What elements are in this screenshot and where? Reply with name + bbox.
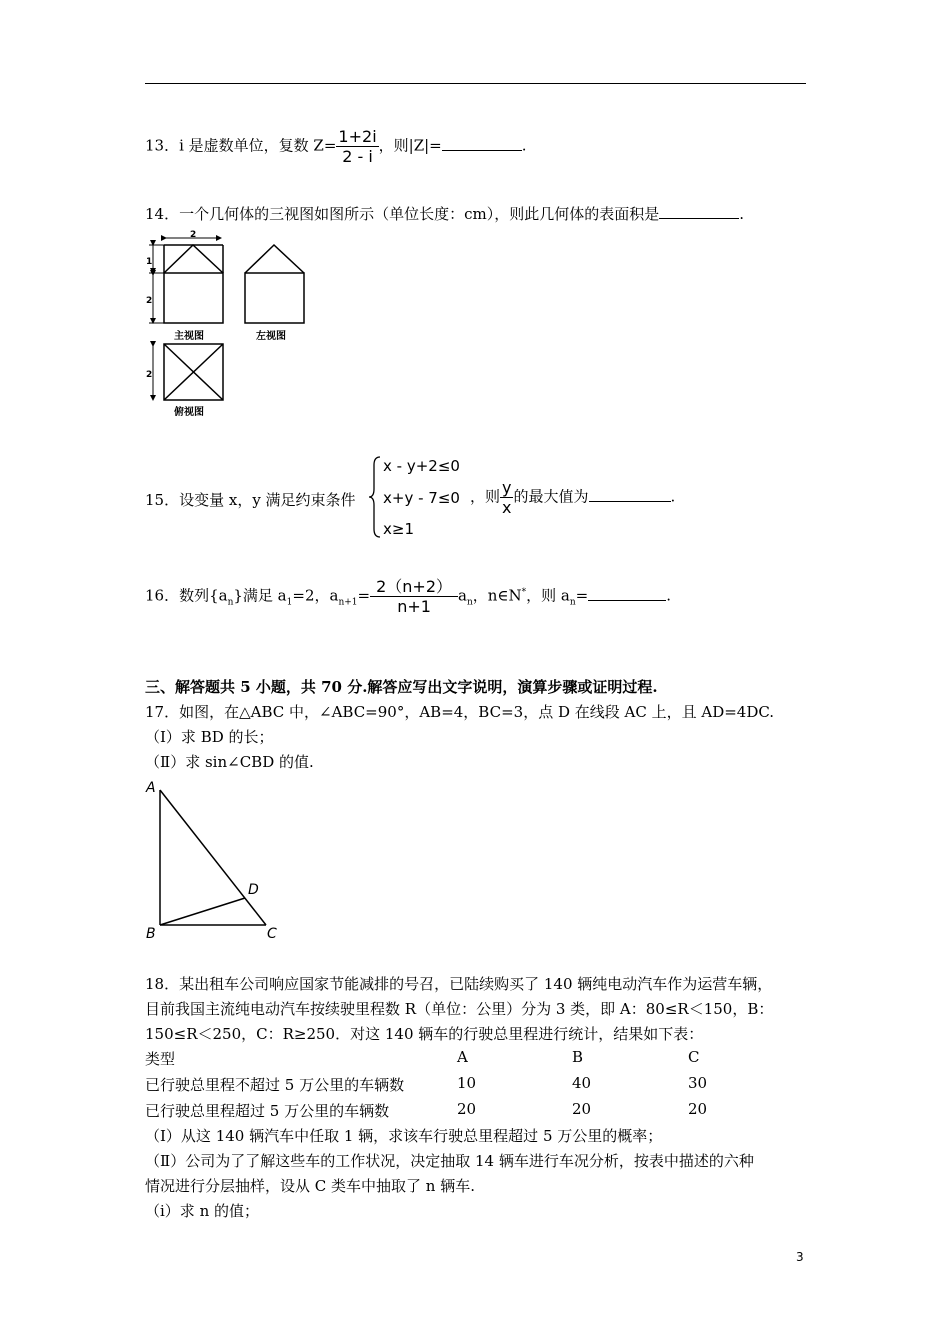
q16-p6: ，则 a bbox=[526, 586, 570, 605]
q16-eq: = bbox=[357, 586, 371, 605]
q16-s1: n bbox=[227, 597, 234, 608]
q15-denominator: x bbox=[502, 498, 512, 517]
q16-s2: 1 bbox=[286, 597, 293, 608]
table-cell: 40 bbox=[572, 1074, 592, 1092]
front-view bbox=[146, 230, 223, 342]
q18-part1: （Ⅰ）从这 140 辆汽车中任取 1 辆，求该车行驶总里程超过 5 万公里的概率； bbox=[145, 1127, 663, 1145]
q16-p5: ，n∈N bbox=[472, 586, 522, 605]
three-view-figure bbox=[140, 228, 320, 420]
constraint-brace bbox=[368, 455, 382, 539]
label-D: D bbox=[248, 882, 259, 898]
q16-end: . bbox=[666, 586, 672, 605]
question-16 bbox=[145, 577, 671, 616]
q13-text: 13．i 是虚数单位，复数 Z= bbox=[145, 136, 337, 155]
constraint-3: x≥1 bbox=[383, 520, 414, 538]
q16-s5: n bbox=[569, 597, 576, 608]
table-header: C bbox=[688, 1048, 700, 1066]
table-cell: 已行驶总里程超过 5 万公里的车辆数 bbox=[145, 1102, 390, 1120]
label-A: A bbox=[146, 780, 156, 796]
question-15-prefix bbox=[145, 489, 356, 510]
label-B: B bbox=[146, 926, 156, 942]
page-number: 3 bbox=[796, 1250, 804, 1264]
q15-end: . bbox=[670, 487, 676, 506]
dim-roof-height: 1 bbox=[146, 257, 153, 267]
table-header: A bbox=[457, 1048, 468, 1066]
section-3-heading: 三、解答题共 5 小题，共 70 分.解答应写出文字说明，演算步骤或证明过程. bbox=[145, 678, 658, 696]
constraint-2: x+y - 7≤0 bbox=[383, 489, 460, 507]
left-view-label: 左视图 bbox=[256, 331, 286, 342]
q15-answer-blank bbox=[589, 487, 671, 502]
q15-numerator: y bbox=[502, 478, 512, 497]
q13-fraction bbox=[336, 127, 378, 166]
dim-top-width: 2 bbox=[190, 230, 197, 240]
q15-fraction bbox=[500, 478, 513, 517]
triangle-figure bbox=[140, 776, 290, 944]
q18-part2b: 情况进行分层抽样，设从 C 类车中抽取了 n 辆车. bbox=[145, 1177, 475, 1195]
constraint-1: x - y+2≤0 bbox=[383, 457, 460, 475]
q17-line3: （Ⅱ）求 sin∠CBD 的值. bbox=[145, 753, 314, 771]
table-header: B bbox=[572, 1048, 584, 1066]
q16-answer-blank bbox=[588, 586, 666, 601]
q18-line2: 目前我国主流纯电动汽车按续驶里程数 R（单位：公里）分为 3 类，即 A：80≤R＜150，B： bbox=[145, 1000, 774, 1018]
q14-answer-blank bbox=[659, 204, 739, 219]
q16-s4: n bbox=[466, 597, 473, 608]
q15-then: ，则 bbox=[470, 487, 501, 506]
q16-numerator: 2（n+2） bbox=[370, 577, 458, 597]
table-cell: 20 bbox=[457, 1100, 477, 1118]
table-cell: 30 bbox=[688, 1074, 708, 1092]
table-cell: 20 bbox=[688, 1100, 708, 1118]
front-view-label: 主视图 bbox=[174, 331, 204, 342]
question-13 bbox=[145, 127, 527, 166]
q16-s3: n+1 bbox=[338, 597, 358, 608]
q16-star: * bbox=[521, 587, 527, 598]
q15-text: 15．设变量 x，y 满足约束条件 bbox=[145, 491, 356, 509]
left-view bbox=[245, 245, 304, 342]
dim-top-view-side: 2 bbox=[146, 370, 153, 380]
q16-denominator: n+1 bbox=[397, 597, 431, 616]
table-header: 类型 bbox=[145, 1050, 176, 1068]
q18-line3: 150≤R＜250，C：R≥250．对这 140 辆车的行驶总里程进行统计，结果如下表： bbox=[145, 1025, 704, 1043]
q13-numerator: 1+2i bbox=[338, 127, 377, 146]
q15-suffix: 的最大值为 bbox=[513, 487, 589, 506]
top-view bbox=[146, 344, 223, 418]
q13-suffix: ，则|Z|= bbox=[378, 136, 442, 155]
q17-line2: （Ⅰ）求 BD 的长； bbox=[145, 728, 274, 746]
q18-part2a: （Ⅱ）公司为了了解这些车的工作状况，决定抽取 14 辆车进行车况分析，按表中描述的六种 bbox=[145, 1152, 754, 1170]
top-view-label: 俯视图 bbox=[174, 407, 204, 418]
q17-line1: 17．如图，在△ABC 中，∠ABC=90°，AB=4，BC=3，点 D 在线段 AC 上，且 AD=4DC. bbox=[145, 703, 775, 721]
q16-p7: = bbox=[575, 586, 589, 605]
q18-part2i: （ⅰ）求 n 的值； bbox=[145, 1202, 259, 1220]
q16-p4: a bbox=[458, 586, 467, 605]
q18-line1: 18．某出租车公司响应国家节能减排的号召，已陆续购买了 140 辆纯电动汽车作为运营车辆， bbox=[145, 975, 773, 993]
table-cell: 20 bbox=[572, 1100, 592, 1118]
table-cell: 已行驶总里程不超过 5 万公里的车辆数 bbox=[145, 1076, 405, 1094]
question-14 bbox=[145, 203, 744, 224]
q16-p2: }满足 a bbox=[233, 586, 287, 605]
table-cell: 10 bbox=[457, 1074, 477, 1092]
q13-end: . bbox=[521, 136, 527, 155]
q16-p1: 16．数列{a bbox=[145, 586, 228, 605]
q16-fraction bbox=[370, 577, 458, 616]
q14-end: . bbox=[739, 205, 744, 223]
dim-body-height: 2 bbox=[146, 296, 153, 306]
header-rule bbox=[145, 83, 806, 84]
q14-text: 14．一个几何体的三视图如图所示（单位长度：cm），则此几何体的表面积是 bbox=[145, 205, 660, 223]
q15-tail bbox=[470, 478, 675, 517]
q13-answer-blank bbox=[442, 136, 522, 151]
q16-p3: =2，a bbox=[292, 586, 339, 605]
label-C: C bbox=[267, 926, 277, 942]
q13-denominator: 2 - i bbox=[342, 147, 373, 166]
